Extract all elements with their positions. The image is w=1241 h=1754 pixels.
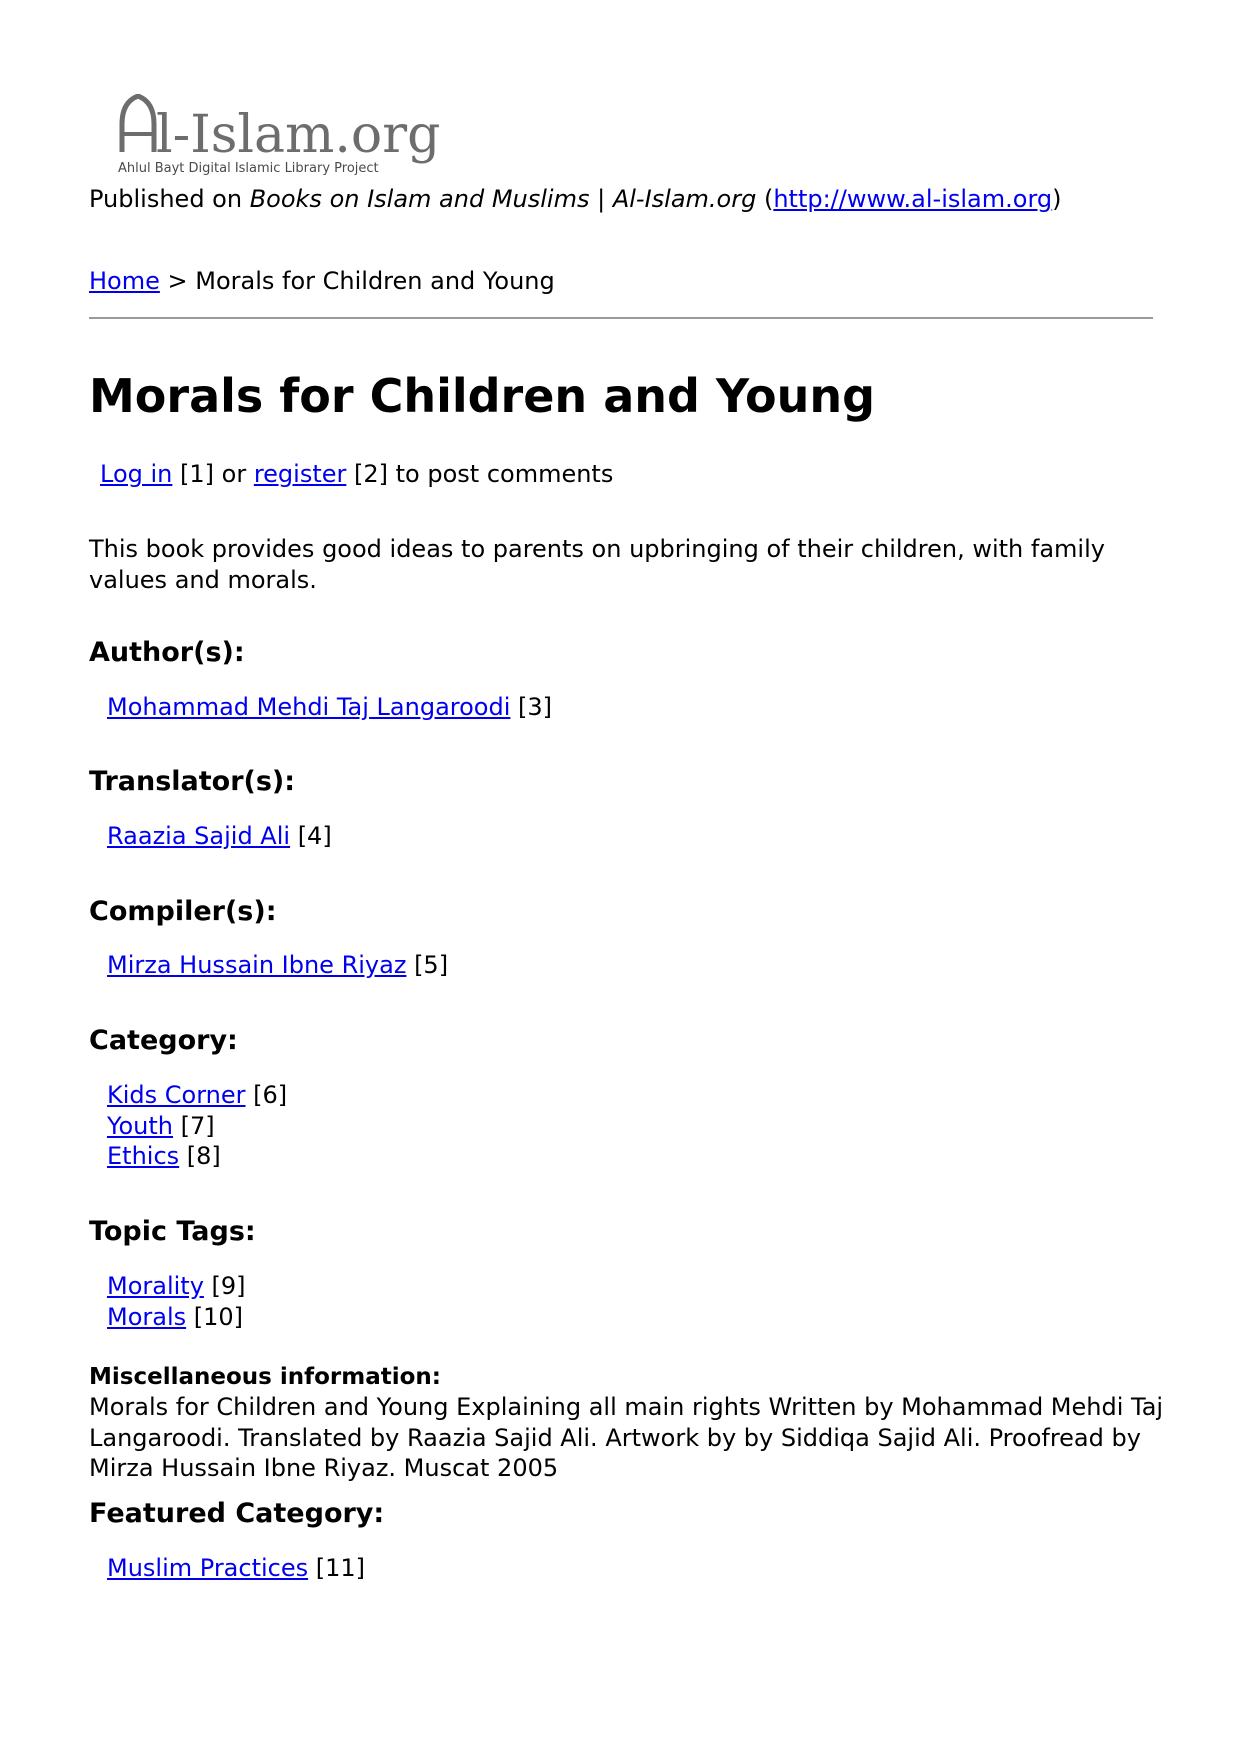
- breadcrumb-current: Morals for Children and Young: [195, 267, 555, 295]
- featured-category-heading: Featured Category:: [89, 1498, 385, 1529]
- register-ref: [2] to post comments: [346, 460, 614, 488]
- misc-info-text: Morals for Children and Young Explaining all main rights Written by Mohammad Mehdi Taj Langaroodi. Translated by Raazia Sajid Ali. Artwork by by Siddiqa Sajid Ali. Proofread by Mirza Hussain Ibne Riyaz. Muscat 2005: [89, 1393, 1164, 1482]
- compiler-ref: [5]: [406, 951, 449, 979]
- login-ref: [1] or: [172, 460, 254, 488]
- translator-link[interactable]: Raazia Sajid Ali: [107, 822, 291, 850]
- tag-ref: [10]: [186, 1302, 244, 1331]
- category-ref: [7]: [173, 1111, 215, 1140]
- logo-graphic: [116, 94, 476, 176]
- register-link[interactable]: register: [253, 460, 347, 488]
- tag-link-morality[interactable]: Morality: [107, 1272, 204, 1300]
- published-open-paren: (: [756, 185, 774, 213]
- category-link-youth[interactable]: Youth: [107, 1111, 173, 1140]
- category-ref: [8]: [179, 1142, 221, 1170]
- site-url-link[interactable]: http://www.al-islam.org: [773, 185, 1053, 213]
- published-line: [89, 184, 1062, 215]
- topic-tags-heading: Topic Tags:: [89, 1216, 256, 1247]
- logo-wordmark: l-Islam.org: [156, 105, 441, 165]
- tag-ref: [9]: [203, 1272, 246, 1300]
- translators-heading: Translator(s):: [89, 766, 296, 797]
- comments-login-line: [100, 459, 613, 490]
- list-item: [107, 1141, 287, 1172]
- category-link-ethics[interactable]: Ethics: [107, 1142, 180, 1170]
- compilers-heading: Compiler(s):: [89, 896, 277, 927]
- tag-link-morals[interactable]: Morals: [107, 1302, 187, 1331]
- published-prefix: Published on: [89, 185, 250, 213]
- compiler-link[interactable]: Mirza Hussain Ibne Riyaz: [107, 951, 407, 979]
- published-close-paren: ): [1052, 185, 1062, 213]
- authors-heading: Author(s):: [89, 637, 245, 668]
- site-logo: [116, 94, 476, 176]
- list-item: [107, 1111, 287, 1142]
- authors-list: [107, 692, 552, 723]
- logo-arch-icon: [122, 96, 154, 152]
- list-item: [107, 1271, 246, 1302]
- list-item: [107, 1302, 246, 1333]
- list-item: [107, 692, 552, 723]
- list-item: [107, 1553, 365, 1584]
- breadcrumb-home-link[interactable]: Home: [89, 267, 160, 295]
- category-ref: [6]: [245, 1081, 288, 1109]
- list-item: [107, 821, 332, 852]
- category-link-kids-corner[interactable]: Kids Corner: [107, 1081, 246, 1109]
- category-heading: Category:: [89, 1025, 238, 1056]
- compilers-list: [107, 950, 448, 981]
- featured-category-list: [107, 1553, 365, 1584]
- logo-tagline: Ahlul Bayt Digital Islamic Library Project: [118, 161, 379, 176]
- list-item: [107, 950, 448, 981]
- list-item: [107, 1080, 287, 1111]
- misc-info-label: Miscellaneous information:: [89, 1364, 441, 1390]
- featured-category-link[interactable]: Muslim Practices: [107, 1554, 309, 1582]
- topic-tags-list: [107, 1271, 246, 1332]
- book-summary: This book provides good ideas to parents on upbringing of their children, with family values and morals.: [89, 535, 1105, 594]
- author-link[interactable]: Mohammad Mehdi Taj Langaroodi: [107, 693, 511, 721]
- translator-ref: [4]: [290, 822, 332, 850]
- page-title: Morals for Children and Young: [89, 369, 876, 423]
- featured-category-ref: [11]: [308, 1554, 366, 1582]
- breadcrumb-separator: >: [159, 267, 196, 295]
- author-ref: [3]: [510, 693, 553, 721]
- translators-list: [107, 821, 332, 852]
- published-site-name: Books on Islam and Muslims | Al-Islam.org: [249, 185, 757, 213]
- category-list: [107, 1080, 287, 1172]
- breadcrumb: [89, 266, 555, 297]
- header-divider: [89, 317, 1153, 319]
- login-link[interactable]: Log in: [100, 460, 173, 488]
